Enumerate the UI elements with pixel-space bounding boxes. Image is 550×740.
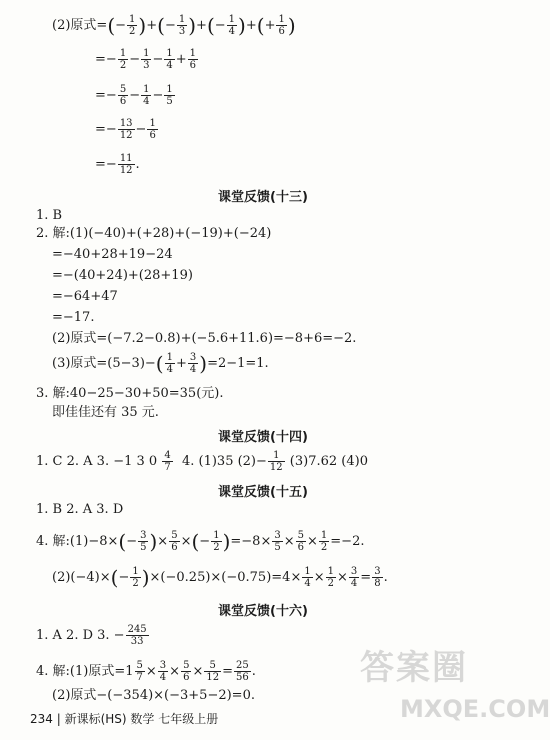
text: (3)原式=(5−3)− [52, 356, 156, 371]
s13-a2f: (2)原式=(−7.2−0.8)+(−5.6+11.6)=−8+6=−2. [52, 331, 357, 346]
text: . [251, 664, 256, 679]
text: =−2. [330, 534, 365, 549]
s13-a2a: 2. 解:(1)(−40)+(+28)+(−19)+(−24) [36, 226, 272, 241]
s16-a1: 1. A 2. D 3. − $\frac{245}{33}$ [36, 624, 147, 647]
s13-a1: 1. B [36, 208, 63, 223]
line-b1-3: =− $\frac{5}{6}$ − $\frac{1}{4}$ − $\frac{1}{5}$ [95, 84, 173, 107]
text: 1. C 2. A 3. −1 3 0 [36, 454, 158, 469]
heading-16: 课堂反馈(十六) [218, 604, 308, 619]
watermark-url: MXQE.COM [400, 695, 550, 723]
heading-13: 课堂反馈(十三) [218, 190, 308, 205]
text: 4. (1)35 (2)− [181, 454, 267, 469]
s15-a4a: 4. 解:(1)−8×(− $\frac{3}{5}$ )× $\frac{5}{6}$ ×(− $\frac{1}{2}$ )=−8× $\frac{3}{5}$ × $\frac{5}{6}$ × $\frac{1}{2}$ =−2. [36, 529, 365, 554]
s13-a2d: =−64+47 [52, 289, 118, 304]
line-b1-4: =− $\frac{13}{12}$ − $\frac{1}{6}$ [95, 118, 156, 141]
text: (2)(−4)× [52, 570, 111, 585]
text: 4. 解:(1)原式=1 [36, 664, 134, 679]
text: = [95, 88, 106, 103]
text: (2)原式= [52, 18, 108, 33]
s16-a4a: 4. 解:(1)原式=1 $\frac{5}{7}$ × $\frac{3}{4}$ × $\frac{5}{6}$ × $\frac{5}{12}$ = $\frac{25}{56}$ . [36, 660, 256, 683]
text: =−8× [230, 534, 272, 549]
text: =2−1=1. [207, 356, 269, 371]
s13-a2b: =−40+28+19−24 [52, 247, 173, 262]
s13-a2e: =−17. [52, 310, 95, 325]
heading-15: 课堂反馈(十五) [218, 485, 308, 500]
s15-a4d: (2)(−4)×(− $\frac{1}{2}$ )×(−0.25)×(−0.75)=4× $\frac{1}{4}$ × $\frac{1}{2}$ × $\frac{3}{4}$ = $\frac{3}{8}$ . [52, 565, 388, 590]
text: 4. 解:(1)−8× [36, 534, 119, 549]
s14-line: 1. C 2. A 3. −1 3 0 $\frac{4}{7}$ 4. (1)35 (2)− $\frac{1}{12}$ (3)7.62 (4)0 [36, 450, 368, 473]
text: = [95, 122, 106, 137]
line-b1-1: (2)原式=(− $\frac{1}{2}$ )+(− $\frac{1}{3}$ )+(− $\frac{1}{4}$ )+(+ $\frac{1}{6}$ ) [52, 13, 296, 38]
text: . [383, 570, 388, 585]
page-footer: 234 | 新课标(HS) 数学 七年级上册 [30, 712, 219, 726]
text: 1. A 2. D 3. − [36, 628, 125, 643]
s15-a1: 1. B 2. A 3. D [36, 502, 124, 517]
text: ×(−0.25)×(−0.75)=4× [149, 570, 302, 585]
watermark: 答案圈 [360, 648, 468, 688]
heading-14: 课堂反馈(十四) [218, 430, 308, 445]
text: = [95, 157, 106, 172]
line-b1-2: =− $\frac{1}{2}$ − $\frac{1}{3}$ − $\frac{1}{4}$ + $\frac{1}{6}$ [95, 48, 197, 71]
s13-a2c: =−(40+24)+(28+19) [52, 268, 193, 283]
s13-a2g: (3)原式=(5−3)−( $\frac{1}{4}$ + $\frac{3}{4}$ )=2−1=1. [52, 351, 269, 376]
text: = [95, 52, 106, 67]
s13-a3b: 即佳佳还有 35 元. [52, 405, 159, 420]
s16-a4c: (2)原式−(−354)×(−3+5−2)=0. [52, 688, 255, 703]
line-b1-5: =− $\frac{11}{12}$ . [95, 153, 140, 176]
s13-a3a: 3. 解:40−25−30+50=35(元). [36, 386, 224, 401]
text: (3)7.62 (4)0 [289, 454, 368, 469]
